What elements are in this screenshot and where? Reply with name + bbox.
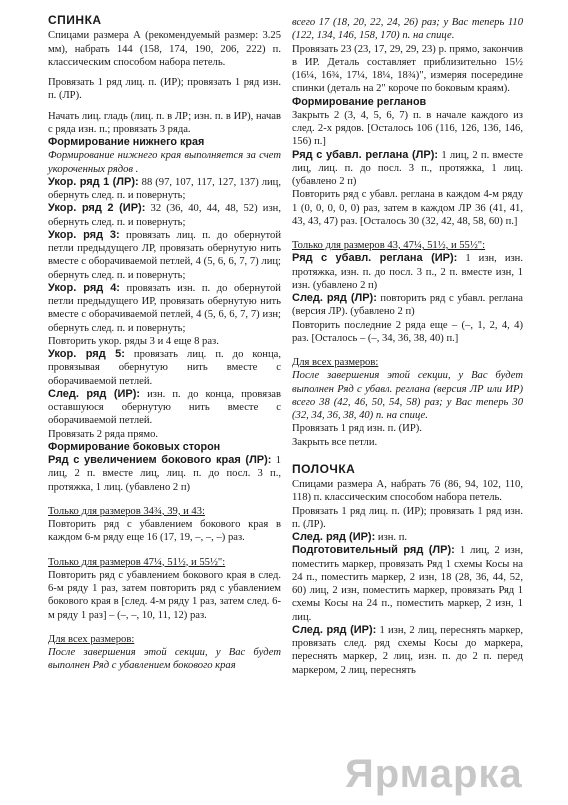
right-column <box>292 16 523 677</box>
sizes-a-heading: Только для размеров 34¾, 39, и 43: <box>48 505 205 517</box>
next-row-rs-label: След. ряд (ЛР): <box>292 292 377 304</box>
lower-edge-title: Формирование нижнего края <box>48 136 205 148</box>
raglan-title: Формирование регланов <box>292 95 427 108</box>
raglan-dec-ws-text: 1 изн, изн. протяжка, изн. п. до посл. 3 п., 2 п. вместе изн, 1 изн. (убавлено 2 п) <box>292 253 523 291</box>
side-dec-text: 1 лиц, 2 п. вместе лиц, лиц. п. до посл. 3 п., протяжка, 1 лиц. (убавлено 2 п) <box>48 455 281 493</box>
lower-edge-intro: Формирование нижнего края выполняется за счет укороченных рядов . <box>48 150 281 175</box>
short-row-2 <box>48 202 281 229</box>
prep-row-text: 1 лиц, 2 изн, поместить маркер, провязать Ряд 1 схемы Косы на 24 п., поместить маркер, 2 изн, 18 (28, 36, 44, 52, 60) лиц, 2 изн, поместить маркер, провязать Ряд 1 схемы Косы на 24 п., поместить маркер, 2 изн, 1 лиц. <box>292 545 523 623</box>
short-row-4 <box>48 282 281 335</box>
short-row-5-text: провязать лиц. п. до конца, провязывая обернутую нить вместе с оборачиваемой петлей. <box>48 349 281 387</box>
raglan-dec-ws-row <box>292 252 523 292</box>
front-section-title: ПОЛОЧКА <box>292 461 356 476</box>
next-row-ws-label: След. ряд (ИР): <box>48 387 141 400</box>
watermark-logo: Ярмарка <box>345 752 523 796</box>
short-row-5-label: Укор. ряд 5: <box>48 348 125 360</box>
back-section-title: СПИНКА <box>48 13 102 27</box>
short-row-3 <box>48 229 281 282</box>
next-row-ws <box>48 388 281 428</box>
all-sizes-heading: Для всех размеров: <box>48 633 135 645</box>
only-sizes-heading: Только для размеров 43, 47¼, 51½, и 55½": <box>292 240 486 251</box>
sizes-b-heading: Только для размеров 47¼, 51½, и 55½": <box>48 556 226 568</box>
short-row-5 <box>48 348 281 388</box>
prep-row-label: Подготовительный ряд (ЛР): <box>292 544 455 557</box>
knit-two-rows: Провязать 2 ряда прямо. <box>48 428 159 440</box>
next-row-ws-text: изн. п. до конца, провязав оставшуюся обернутую нить вместе с оборачиваемой петлей. <box>48 388 281 427</box>
front-ws-row-label: След. ряд (ИР): <box>292 623 377 636</box>
front-ws-row-text: 1 изн, 2 лиц, переснять маркер, провязать след. ряд схемы Косы до маркера, переснять маркер, 2 лиц, изн. п. до 2 п. перед маркером, 2 лиц, переснять <box>292 624 523 676</box>
front-next-row-label: След. ряд (ИР): <box>292 531 376 543</box>
raglan-dec-repeat: Повторить ряд с убавл. реглана в каждом 4-м ряду 1 (0, 0, 0, 0, 0) раз, затем в каждом ЛР 36 (41, 41, 43, 43, 47) раз. [Осталось 30 (32, 42, 48, 58, 60) п.] <box>292 189 523 227</box>
short-row-3-label: Укор. ряд 3: <box>48 228 120 241</box>
sizes-a-text: Повторить ряд с убавлением бокового края в каждом 6-м ряду еще 16 (17, 19, –, –, –) раз. <box>48 519 281 544</box>
right-all-sizes-heading: Для всех размеров: <box>292 357 379 368</box>
raglan-bind-off-text: Закрыть 2 (3, 4, 5, 6, 7) п. в начале каждого из след. 2-х рядов. [Осталось 106 (116, 126, 136, 146, 156) п.] <box>292 109 523 148</box>
raglan-dec-text: 1 лиц, 2 п. вместе лиц, лиц. п. до посл. 3 п., протяжка, 1 лиц. (убавлено 2 п) <box>292 149 524 187</box>
short-row-1-text: 88 (97, 107, 117, 127, 137) лиц, обернуть след. п. и повернуть; <box>48 176 281 201</box>
all-sizes-text: После завершения этой секции, у Вас будет выполнен Ряд с убавлением бокового края <box>48 647 281 672</box>
back-length-text: Провязать 23 (23, 17, 29, 29, 23) р. прямо, закончив в ИР. Деталь составляет приблизительно 15½ (16¼, 16¾, 17¼, 18¼, 18¾)", измеряя посередине спинки (деталь на 2" короче по боковым краям). <box>292 43 523 95</box>
front-next-row <box>292 531 523 544</box>
front-cast-on-text: Спицами размера А, набрать 76 (86, 94, 102, 110, 118) п. классическим способом набора петель. <box>292 479 523 504</box>
right-all-sizes-text: После завершения этой секции, у Вас будет выполнен Ряд с убавл. реглана (версия ЛР или ИР) всего 38 (42, 46, 50, 54, 58) раз; у Вас теперь 30 (32, 34, 36, 38, 40) п. на спице. <box>292 370 523 421</box>
side-dec-label: Ряд с увеличением бокового края (ЛР): <box>48 454 272 466</box>
raglan-dec-label: Ряд с убавл. реглана (ЛР): <box>292 148 439 161</box>
front-ws-row <box>292 624 523 677</box>
side-dec-row <box>48 454 281 494</box>
back-stockinette-text: Начать лиц. гладь (лиц. п. в ЛР; изн. п. в ИР), начав с ряда изн. п.; провязать 3 ряда. <box>48 110 281 135</box>
short-row-1 <box>48 176 281 203</box>
sizes-b-text: Повторить ряд с убавлением бокового края в след. 6-м ряду 1 раз, затем повторить ряд с убавлением бокового края в [след. 4-м ряду 1 раз, затем след. 6-м ряду 1 раз] – (–, –, 10, 11, 12) раз. <box>48 569 281 621</box>
repeat-last-rows: Повторить последние 2 ряда еще – (–, 1, 2, 4, 4) раз. [Осталось – (–, 34, 36, 38, 40) п.] <box>292 319 523 344</box>
back-first-rows-text: Провязать 1 ряд лиц. п. (ИР); провязать 1 ряд изн. п. (ЛР). <box>48 77 281 102</box>
purl-row-text: Провязать 1 ряд изн. п. (ИР). <box>292 423 422 435</box>
front-first-rows-text: Провязать 1 ряд лиц. п. (ИР); провязать 1 ряд изн. п. (ЛР). <box>292 505 523 530</box>
next-row-rs-text: повторить ряд с убавл. реглана (версия ЛР). (убавлено 2 п) <box>292 293 523 318</box>
short-row-2-label: Укор. ряд 2 (ИР): <box>48 202 146 215</box>
back-cast-on-text: Спицами размера А (рекомендуемый размер: 3.25 мм), набрать 144 (158, 174, 190, 206, 222) п. классическим способом набора петель. <box>48 30 281 68</box>
raglan-dec-row <box>292 149 523 189</box>
prep-row <box>292 544 523 624</box>
next-row-rs <box>292 292 523 319</box>
short-row-repeat: Повторить укор. ряды 3 и 4 еще 8 раз. <box>48 335 219 347</box>
left-column <box>48 14 281 673</box>
back-continued-text: всего 17 (18, 20, 22, 24, 26) раз; у Вас теперь 110 (122, 134, 146, 158, 170) п. на спице. <box>292 17 523 42</box>
short-row-2-text: 32 (36, 40, 44, 48, 52) изн, обернуть след. п. и повернуть; <box>48 203 281 228</box>
short-row-1-label: Укор. ряд 1 (ЛР): <box>48 175 139 188</box>
bind-off-text: Закрыть все петли. <box>292 436 378 448</box>
side-shaping-title: Формирование боковых сторон <box>48 440 221 453</box>
raglan-dec-ws-label: Ряд с убавл. реглана (ИР): <box>292 252 458 265</box>
front-next-row-text: изн. п. <box>375 532 408 543</box>
short-row-3-text: провязать лиц. п. до обернутой петли предыдущего ЛР, провязать обернутую нить вместе с оборачиваемой петлей, 4 (5, 6, 6, 7, 7) лиц; обернуть след. п. и повернуть; <box>48 229 281 281</box>
short-row-4-text: провязать изн. п. до обернутой петли предыдущего ИР, провязать обернутую нить вместе с оборачиваемой петлей, 4 (5, 6, 6, 7, 7) изн; обернуть след. п. и повернуть; <box>48 282 281 334</box>
short-row-4-label: Укор. ряд 4: <box>48 281 120 294</box>
